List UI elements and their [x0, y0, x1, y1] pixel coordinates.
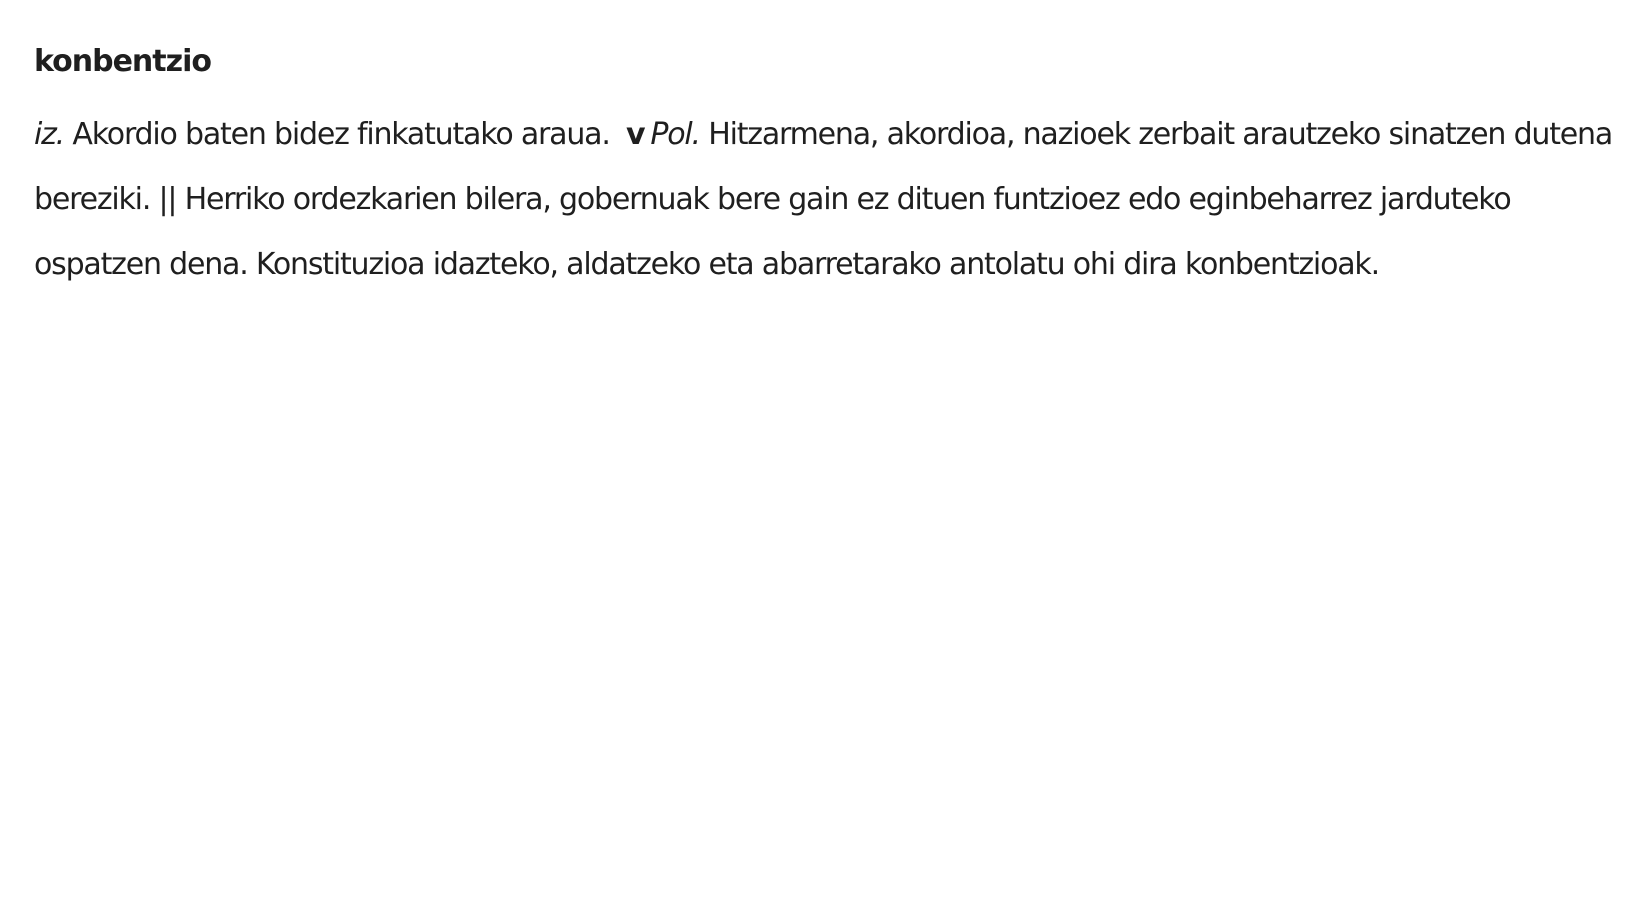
- domain-label: Pol.: [650, 117, 700, 152]
- sense-2-text: Hitzarmena, akordioa, nazioek zerbait arautzeko sinatzen dutena bereziki. || Herriko ordezkarien bilera, gobernuak bere gain ez dituen funtzioez edo eginbeharrez jarduteko ospatzen dena. Konstituzioa idazteko, aldatzeko eta abarretarako antolatu ohi dira konbentzioak.: [34, 117, 1613, 282]
- sense-marker: v: [626, 117, 645, 152]
- part-of-speech: iz.: [34, 117, 65, 152]
- headword: konbentzio: [34, 44, 211, 79]
- sense-1-text: Akordio baten bidez finkatutako araua.: [64, 117, 619, 152]
- definition: [34, 102, 1614, 297]
- dictionary-entry: [34, 40, 1614, 297]
